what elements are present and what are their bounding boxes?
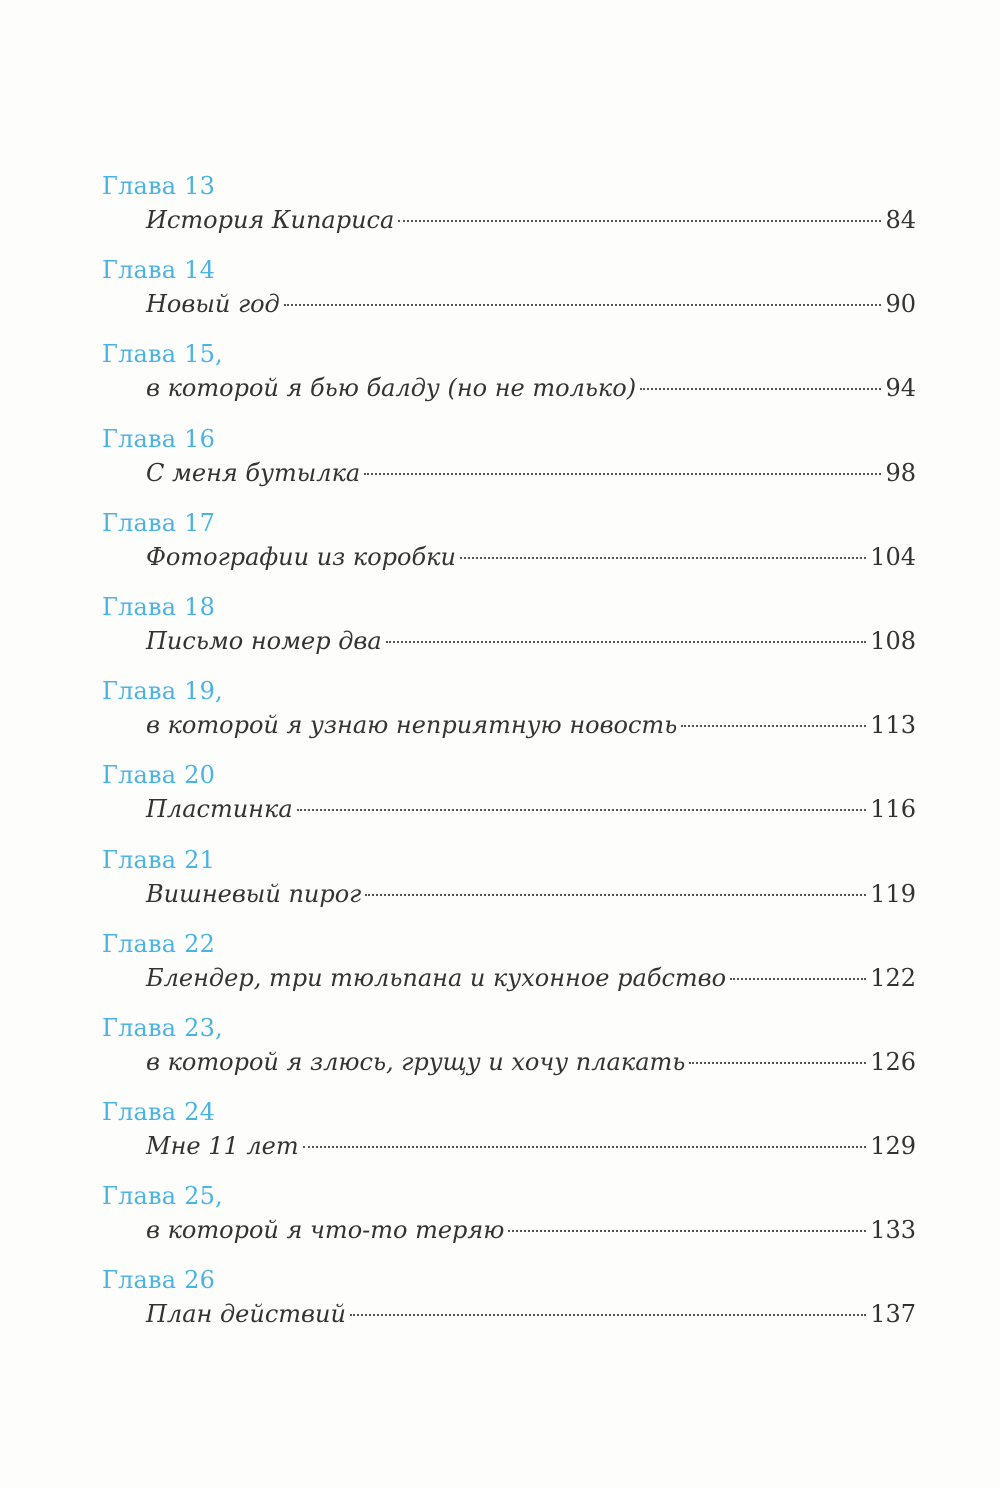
toc-entry	[102, 252, 916, 336]
page-number: 90	[885, 290, 916, 319]
page-number: 98	[885, 458, 916, 487]
chapter-title: Пластинка	[146, 795, 293, 824]
chapter-title: Блендер, три тюльпана и кухонное рабство	[146, 963, 727, 992]
chapter-label: Глава 22	[102, 929, 216, 958]
toc-title-row	[146, 791, 916, 827]
page-number: 129	[870, 1132, 916, 1161]
chapter-label: Глава 13	[102, 172, 216, 200]
toc-entry	[102, 1262, 916, 1346]
dot-leader	[365, 894, 866, 896]
toc-entry	[102, 926, 916, 1010]
dot-leader	[508, 1230, 866, 1232]
chapter-label: Глава 15,	[102, 340, 223, 369]
table-of-contents	[102, 168, 916, 1347]
chapter-label: Глава 24	[102, 1098, 216, 1127]
toc-title-row	[146, 370, 916, 406]
chapter-label: Глава 18	[102, 592, 216, 621]
dot-leader	[730, 978, 866, 980]
page-number: 122	[870, 963, 916, 992]
chapter-label: Глава 19,	[102, 677, 223, 706]
toc-entry	[102, 673, 916, 757]
toc-entry	[102, 1094, 916, 1178]
chapter-title: С меня бутылка	[146, 458, 361, 487]
page-number: 84	[885, 206, 916, 234]
chapter-label: Глава 17	[102, 508, 216, 537]
chapter-title: в которой я бью балду (но не только)	[146, 374, 637, 403]
toc-entry	[102, 1178, 916, 1262]
dot-leader	[364, 473, 881, 475]
toc-title-row	[146, 1044, 916, 1080]
page-number: 126	[870, 1047, 916, 1076]
dot-leader	[398, 220, 881, 222]
dot-leader	[460, 557, 866, 559]
page-number: 104	[870, 542, 916, 571]
chapter-title: в которой я что-то теряю	[146, 1216, 505, 1245]
dot-leader	[284, 304, 882, 306]
dot-leader	[640, 388, 881, 390]
chapter-label: Глава 23,	[102, 1013, 223, 1042]
toc-title-row	[146, 202, 916, 238]
toc-entry	[102, 1010, 916, 1094]
toc-entry	[102, 589, 916, 673]
toc-title-row	[146, 1296, 916, 1332]
dot-leader	[386, 641, 866, 643]
dot-leader	[689, 1062, 866, 1064]
toc-title-row	[146, 455, 916, 491]
chapter-label: Глава 14	[102, 256, 216, 285]
page-number: 113	[870, 711, 916, 740]
toc-title-row	[146, 876, 916, 912]
dot-leader	[350, 1314, 866, 1316]
chapter-title: в которой я злюсь, грущу и хочу плакать	[146, 1047, 686, 1076]
toc-entry	[102, 168, 916, 252]
chapter-title: Письмо номер два	[146, 626, 382, 655]
page-number: 94	[885, 374, 916, 403]
chapter-title: Вишневый пирог	[146, 879, 362, 908]
toc-entry	[102, 421, 916, 505]
toc-title-row	[146, 623, 916, 659]
toc-entry	[102, 842, 916, 926]
chapter-label: Глава 25,	[102, 1182, 223, 1211]
toc-title-row	[146, 539, 916, 575]
toc-entry	[102, 505, 916, 589]
dot-leader	[303, 1146, 867, 1148]
page-number: 137	[870, 1300, 916, 1329]
dot-leader	[681, 725, 866, 727]
chapter-label: Глава 20	[102, 761, 216, 790]
chapter-label: Глава 16	[102, 424, 216, 453]
chapter-title: в которой я узнаю неприятную новость	[146, 711, 678, 740]
page-number: 116	[870, 795, 916, 824]
chapter-title: Новый год	[146, 290, 280, 319]
toc-title-row	[146, 960, 916, 996]
toc-title-row	[146, 707, 916, 743]
dot-leader	[297, 809, 867, 811]
chapter-title: План действий	[146, 1300, 346, 1329]
chapter-title: Мне 11 лет	[146, 1132, 299, 1161]
toc-title-row	[146, 1128, 916, 1164]
page-number: 119	[870, 879, 916, 908]
chapter-title: Фотографии из коробки	[146, 542, 456, 571]
toc-title-row	[146, 1212, 916, 1248]
toc-entry	[102, 757, 916, 841]
toc-title-row	[146, 286, 916, 322]
toc-entry	[102, 336, 916, 420]
page-number: 108	[870, 626, 916, 655]
page-number: 133	[870, 1216, 916, 1245]
chapter-label: Глава 26	[102, 1266, 216, 1295]
chapter-title: История Кипариса	[146, 206, 395, 234]
chapter-label: Глава 21	[102, 845, 216, 874]
